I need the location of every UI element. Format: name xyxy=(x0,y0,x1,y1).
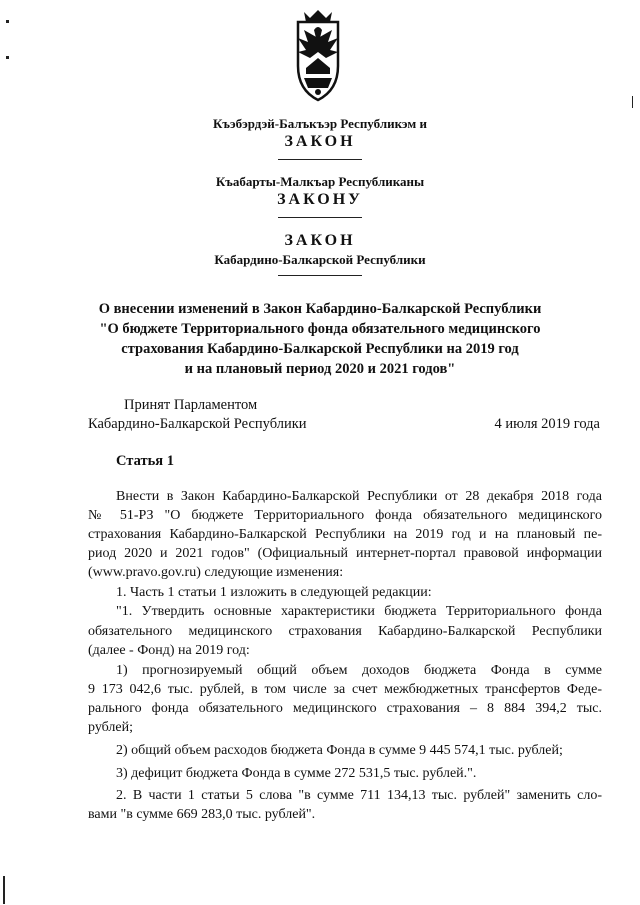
scan-mark xyxy=(6,20,9,23)
law-title xyxy=(0,299,640,379)
adopted-by-line: Принят Парламентом xyxy=(124,397,258,413)
law-title-line: страхования Кабардино-Балкарской Республики на 2019 год xyxy=(121,341,519,357)
adopted-by-parliament: Кабардино-Балкарской Республики xyxy=(88,416,307,432)
law-heading-balkar: ЗАКОНУ xyxy=(277,191,363,208)
republic-name-balkar: Къабарты-Малкъар Республиканы xyxy=(215,174,425,189)
law-heading-russian: ЗАКОН xyxy=(284,232,356,249)
adoption-date: 4 июля 2019 года xyxy=(494,416,600,432)
coat-of-arms-emblem xyxy=(284,8,352,104)
article-line: рублей; xyxy=(88,720,133,735)
article-line: рального фонда обязательного медицинского страхования – 8 884 394,2 тыс. xyxy=(88,701,602,716)
article-line: риод 2020 и 2021 годов" (Официальный интернет-портал правовой информации xyxy=(88,546,602,561)
article-line: Внести в Закон Кабардино-Балкарской Республики от 28 декабря 2018 года xyxy=(116,489,602,504)
article-line: страхования Кабардино-Балкарской Республики на 2019 год и на плановый пе- xyxy=(88,527,602,542)
law-heading-kabardian: ЗАКОН xyxy=(284,133,356,150)
scan-mark xyxy=(3,876,5,904)
article-line: 9 173 042,6 тыс. рублей, в том числе за счет межбюджетных трансфертов Феде- xyxy=(88,682,602,697)
article-line: 2) общий объем расходов бюджета Фонда в сумме 9 445 574,1 тыс. рублей; xyxy=(116,743,563,758)
divider xyxy=(278,275,362,276)
scan-mark xyxy=(632,96,633,108)
divider xyxy=(278,217,362,218)
article-line: № 51-РЗ "О бюджете Территориального фонда обязательного медицинского xyxy=(88,508,602,523)
law-title-line: "О бюджете Территориального фонда обязательного медицинского xyxy=(99,321,541,337)
article-line: обязательного медицинского страхования Кабардино-Балкарской Республики xyxy=(88,624,602,639)
article-heading: Статья 1 xyxy=(116,453,174,469)
article-line: 2. В части 1 статьи 5 слова "в сумме 711 134,13 тыс. рублей" заменить сло- xyxy=(116,788,602,803)
article-line: вами "в сумме 669 283,0 тыс. рублей". xyxy=(88,807,316,822)
article-line: 3) дефицит бюджета Фонда в сумме 272 531,5 тыс. рублей.". xyxy=(116,766,477,781)
divider xyxy=(278,159,362,160)
article-line: "1. Утвердить основные характеристики бюджета Территориального фонда xyxy=(116,604,602,619)
article-line: 1) прогнозируемый общий объем доходов бюджета Фонда в сумме xyxy=(116,663,602,678)
article-line: (www.pravo.gov.ru) следующие изменения: xyxy=(88,565,344,580)
republic-name-kabardian: Къэбэрдэй-Балъкъэр Республикэм и xyxy=(212,116,428,131)
republic-name-russian: Кабардино-Балкарской Республики xyxy=(214,252,426,267)
law-title-line: О внесении изменений в Закон Кабардино-Балкарской Республики xyxy=(98,301,542,317)
article-line: (далее - Фонд) на 2019 год: xyxy=(88,643,250,658)
scan-mark xyxy=(6,56,9,59)
article-line: 1. Часть 1 статьи 1 изложить в следующей редакции: xyxy=(116,585,432,600)
law-title-line: и на плановый период 2020 и 2021 годов" xyxy=(184,361,456,377)
